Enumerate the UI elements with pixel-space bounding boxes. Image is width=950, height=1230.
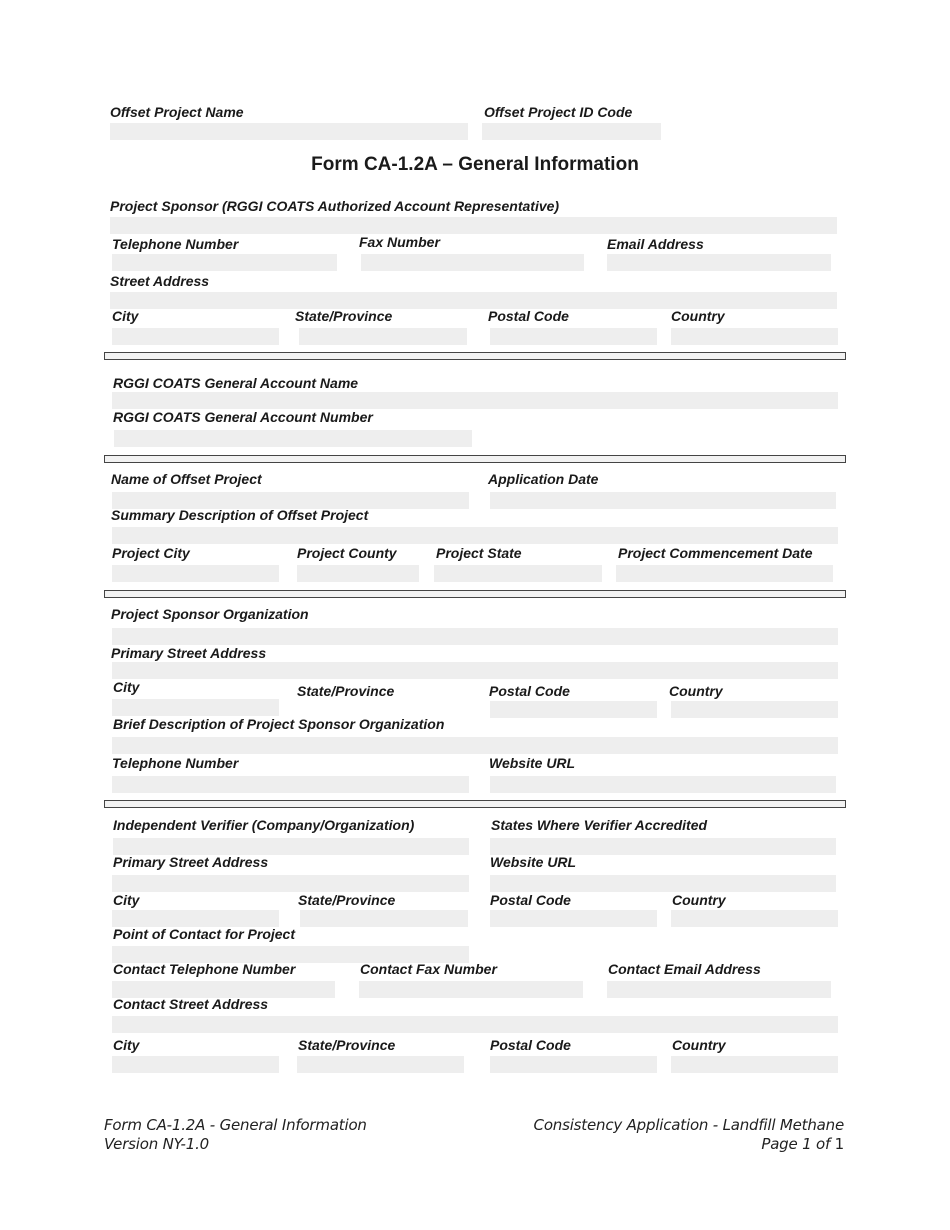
- contact-postal-field[interactable]: [490, 1056, 657, 1073]
- account-number-field[interactable]: [114, 430, 472, 447]
- sponsor-country-label: Country: [671, 308, 725, 324]
- sponsor-postal-field[interactable]: [490, 328, 657, 345]
- organization-website-field[interactable]: [490, 776, 836, 793]
- footer-right: [534, 1116, 844, 1154]
- organization-city-field[interactable]: [112, 699, 279, 716]
- application-date-field[interactable]: [490, 492, 836, 509]
- organization-state-label: State/Province: [297, 683, 395, 699]
- project-commencement-label: Project Commencement Date: [618, 545, 813, 561]
- organization-field[interactable]: [112, 628, 838, 645]
- footer-application: Consistency Application - Landfill Methane: [533, 1116, 844, 1134]
- sponsor-state-label: State/Province: [295, 308, 393, 324]
- verifier-street-field[interactable]: [112, 875, 469, 892]
- summary-description-label: Summary Description of Offset Project: [111, 507, 369, 523]
- verifier-country-label: Country: [672, 892, 726, 908]
- verifier-website-label: Website URL: [490, 854, 577, 870]
- sponsor-street-label: Street Address: [110, 273, 210, 289]
- sponsor-email-field[interactable]: [607, 254, 831, 271]
- offset-project-name-label: Name of Offset Project: [111, 471, 262, 487]
- project-name-label: Offset Project Name: [110, 104, 244, 120]
- verifier-city-label: City: [113, 892, 140, 908]
- contact-city-field[interactable]: [112, 1056, 279, 1073]
- organization-street-field[interactable]: [112, 662, 838, 679]
- account-name-label: RGGI COATS General Account Name: [113, 375, 359, 391]
- project-state-label: Project State: [436, 545, 522, 561]
- contact-street-label: Contact Street Address: [113, 996, 269, 1012]
- point-of-contact-label: Point of Contact for Project: [113, 926, 295, 942]
- verifier-state-field[interactable]: [300, 910, 468, 927]
- sponsor-city-label: City: [112, 308, 139, 324]
- contact-telephone-label: Contact Telephone Number: [113, 961, 296, 977]
- sponsor-telephone-label: Telephone Number: [112, 236, 239, 252]
- verifier-street-label: Primary Street Address: [113, 854, 269, 870]
- verifier-states-label: States Where Verifier Accredited: [491, 817, 708, 833]
- contact-state-label: State/Province: [298, 1037, 396, 1053]
- verifier-postal-field[interactable]: [490, 910, 657, 927]
- contact-email-field[interactable]: [607, 981, 831, 998]
- organization-street-label: Primary Street Address: [111, 645, 267, 661]
- sponsor-telephone-field[interactable]: [112, 254, 337, 271]
- section-divider: [104, 590, 846, 598]
- section-divider: [104, 352, 846, 360]
- sponsor-field[interactable]: [110, 217, 837, 234]
- organization-telephone-label: Telephone Number: [112, 755, 239, 771]
- verifier-state-label: State/Province: [298, 892, 396, 908]
- contact-state-field[interactable]: [297, 1056, 464, 1073]
- footer-form-name: Form CA-1.2A - General Information: [104, 1116, 367, 1134]
- sponsor-state-field[interactable]: [299, 328, 467, 345]
- organization-telephone-field[interactable]: [112, 776, 469, 793]
- summary-description-field[interactable]: [112, 527, 838, 544]
- verifier-city-field[interactable]: [112, 910, 279, 927]
- sponsor-email-label: Email Address: [607, 236, 704, 252]
- sponsor-fax-label: Fax Number: [359, 234, 440, 250]
- organization-postal-field[interactable]: [490, 701, 657, 718]
- project-county-field[interactable]: [297, 565, 419, 582]
- organization-website-label: Website URL: [489, 755, 576, 771]
- verifier-states-field[interactable]: [490, 838, 836, 855]
- contact-postal-label: Postal Code: [490, 1037, 571, 1053]
- sponsor-fax-field[interactable]: [361, 254, 584, 271]
- account-name-field[interactable]: [112, 392, 838, 409]
- project-id-field[interactable]: [482, 123, 661, 140]
- footer-page-prefix: Page 1 of: [761, 1135, 831, 1153]
- project-id-label: Offset Project ID Code: [484, 104, 633, 120]
- sponsor-street-field[interactable]: [110, 292, 837, 309]
- organization-city-label: City: [113, 679, 140, 695]
- footer-left: [104, 1116, 367, 1154]
- organization-label: Project Sponsor Organization: [111, 606, 309, 622]
- verifier-website-field[interactable]: [490, 875, 836, 892]
- verifier-company-field[interactable]: [113, 838, 469, 855]
- project-name-field[interactable]: [110, 123, 468, 140]
- verifier-company-label: Independent Verifier (Company/Organization): [113, 817, 415, 833]
- form-title: Form CA-1.2A – General Information: [311, 154, 639, 175]
- organization-country-field[interactable]: [671, 701, 838, 718]
- contact-fax-label: Contact Fax Number: [360, 961, 497, 977]
- contact-city-label: City: [113, 1037, 140, 1053]
- organization-description-field[interactable]: [112, 737, 838, 754]
- project-county-label: Project County: [297, 545, 397, 561]
- sponsor-city-field[interactable]: [112, 328, 279, 345]
- contact-fax-field[interactable]: [359, 981, 583, 998]
- contact-street-field[interactable]: [112, 1016, 838, 1033]
- sponsor-country-field[interactable]: [671, 328, 838, 345]
- project-state-field[interactable]: [434, 565, 602, 582]
- verifier-postal-label: Postal Code: [490, 892, 571, 908]
- project-city-label: Project City: [112, 545, 190, 561]
- footer-page: [534, 1135, 844, 1154]
- organization-postal-label: Postal Code: [489, 683, 570, 699]
- sponsor-postal-label: Postal Code: [488, 308, 569, 324]
- section-divider: [104, 455, 846, 463]
- footer-version: Version NY-1.0: [104, 1135, 209, 1153]
- organization-description-label: Brief Description of Project Sponsor Organization: [113, 716, 445, 732]
- contact-country-field[interactable]: [671, 1056, 838, 1073]
- project-commencement-field[interactable]: [616, 565, 833, 582]
- contact-email-label: Contact Email Address: [608, 961, 761, 977]
- contact-country-label: Country: [672, 1037, 726, 1053]
- application-date-label: Application Date: [488, 471, 599, 487]
- section-divider: [104, 800, 846, 808]
- footer-page-total: 1: [834, 1135, 844, 1153]
- project-city-field[interactable]: [112, 565, 279, 582]
- verifier-country-field[interactable]: [671, 910, 838, 927]
- sponsor-heading: Project Sponsor (RGGI COATS Authorized Account Representative): [110, 198, 560, 214]
- organization-country-label: Country: [669, 683, 723, 699]
- account-number-label: RGGI COATS General Account Number: [113, 409, 373, 425]
